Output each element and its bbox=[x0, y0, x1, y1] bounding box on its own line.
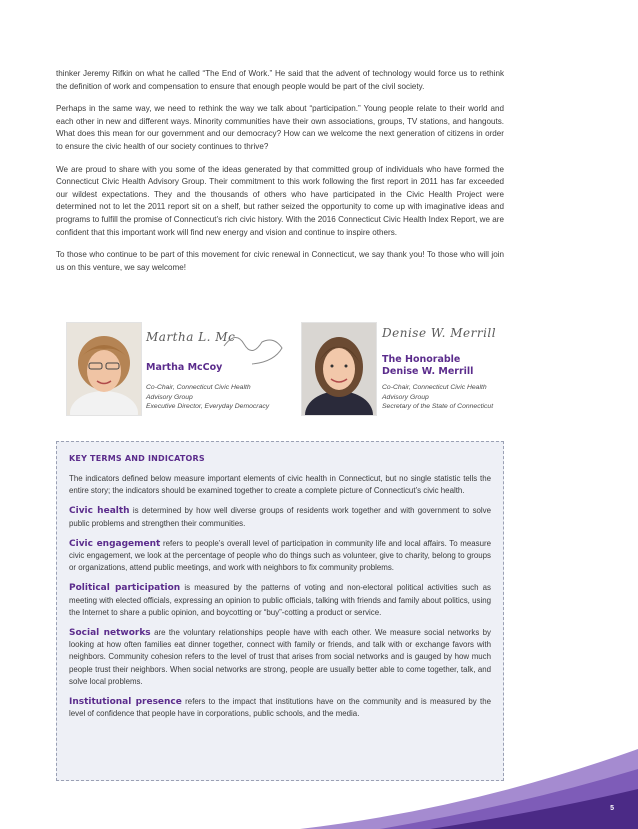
page-number: 5 bbox=[610, 805, 614, 812]
portrait-mccoy-photo bbox=[66, 322, 142, 416]
term-definition: are the voluntary relationships people have with each other. We measure social networks by looking at how often families eat dinner together, connect with family or friends, and talk with or exchange favors with neighbors. Community cohesion refers to the level of trust that arises from social networks and is gauged by how much people trust their neighbors. When social networks are strong, people are usually better able to come together, talk, and solve local problems. bbox=[69, 628, 492, 686]
paragraph: We are proud to share with you some of the ideas generated by that committed group of individuals who have formed the Connecticut Civic Health Advisory Group. Their commitment to this work following the first report in 2011 has far exceeded our wildest expectations. They and the thousands of others who have participated in the Civic Health Project were determined not to let the 2011 report sit on a shelf, but rather seized the opportunity to come up with imaginative ideas and programs to fulfill the promise of Connecticut’s rich civic history. With the 2016 Connecticut Civic Health Index Report, we are confident that this important work will find new energy and vision and continue to inspire others. bbox=[56, 164, 504, 237]
key-terms-intro: The indicators defined below measure important elements of civic health in Connecticut, but no single statistic tells the entire story; the indicators should be examined together to create a complete picture of Connecticut’s civic health. bbox=[69, 474, 491, 496]
term-definition: is measured by the patterns of voting and non-electoral political activities such as meeting with elected officials, expressing an opinion to public officials, talking with friends and family about politics, using the Internet to share a public opinion, and boycotting or “buy”-cotting a product or service. bbox=[69, 583, 492, 617]
term-entry bbox=[69, 505, 491, 529]
portrait-merrill-photo bbox=[301, 322, 377, 416]
term-entry bbox=[69, 627, 491, 688]
paragraph: thinker Jeremy Rifkin on what he called “The End of Work.” He said that the advent of technology would force us to rethink the definition of work and compensation to ensure that enough people would be part of the civil society. bbox=[56, 69, 504, 91]
term-definition: refers to people’s overall level of participation in community life and local affairs. To measure civic engagement, we look at the percentage of people who do things such as volunteer, give to charity, belong to groups or organizations, attend public meetings, and work with neighbors to fix community problems. bbox=[69, 538, 491, 573]
signature-merrill: Denise W. Merrill bbox=[382, 326, 497, 340]
term-definition: is determined by how well diverse groups of residents work together and with government to solve public problems and strengthen their communities. bbox=[69, 506, 491, 528]
term-label: Social networks bbox=[69, 628, 151, 639]
term-definition: refers to the impact that institutions have on the community and is measured by the level of confidence that people have in corporations, public schools, and the media. bbox=[69, 697, 491, 719]
paragraph: Perhaps in the same way, we need to rethink the way we talk about “participation.” Young people relate to their world and each other in new and different ways. Minority communities have their own associations, groups, TV stations, and hangouts. What does this mean for our government and our democracy? How can we welcome the next generation of citizens in order to ensure the civic health of our society continues to thrive? bbox=[56, 104, 504, 151]
intro-text bbox=[56, 68, 504, 284]
signatory-name: The Honorable Denise W. Merrill bbox=[382, 354, 474, 377]
signatory-name: Martha McCoy bbox=[146, 362, 223, 373]
term-label: Civic engagement bbox=[69, 538, 161, 549]
key-terms-title: KEY TERMS AND INDICATORS bbox=[69, 454, 205, 463]
term-label: Civic health bbox=[69, 506, 130, 517]
term-entry bbox=[69, 696, 491, 720]
signature-flourish-icon bbox=[222, 326, 288, 366]
footer-swoosh-graphic bbox=[0, 719, 638, 829]
paragraph: To those who continue to be part of this movement for civic renewal in Connecticut, we say thank you! To those who will join us on this venture, we say welcome! bbox=[56, 250, 504, 272]
term-entry bbox=[69, 582, 491, 619]
term-label: Institutional presence bbox=[69, 697, 182, 708]
term-label: Political participation bbox=[69, 583, 181, 594]
term-entry bbox=[69, 538, 491, 575]
signatory-role: Co-Chair, Connecticut Civic Health Advisory Group Secretary of the State of Connecticut bbox=[382, 384, 494, 410]
signature-mccoy: Martha L. Mc bbox=[146, 330, 236, 344]
signatory-role: Co-Chair, Connecticut Civic Health Advisory Group Executive Director, Everyday Democracy bbox=[146, 384, 270, 410]
